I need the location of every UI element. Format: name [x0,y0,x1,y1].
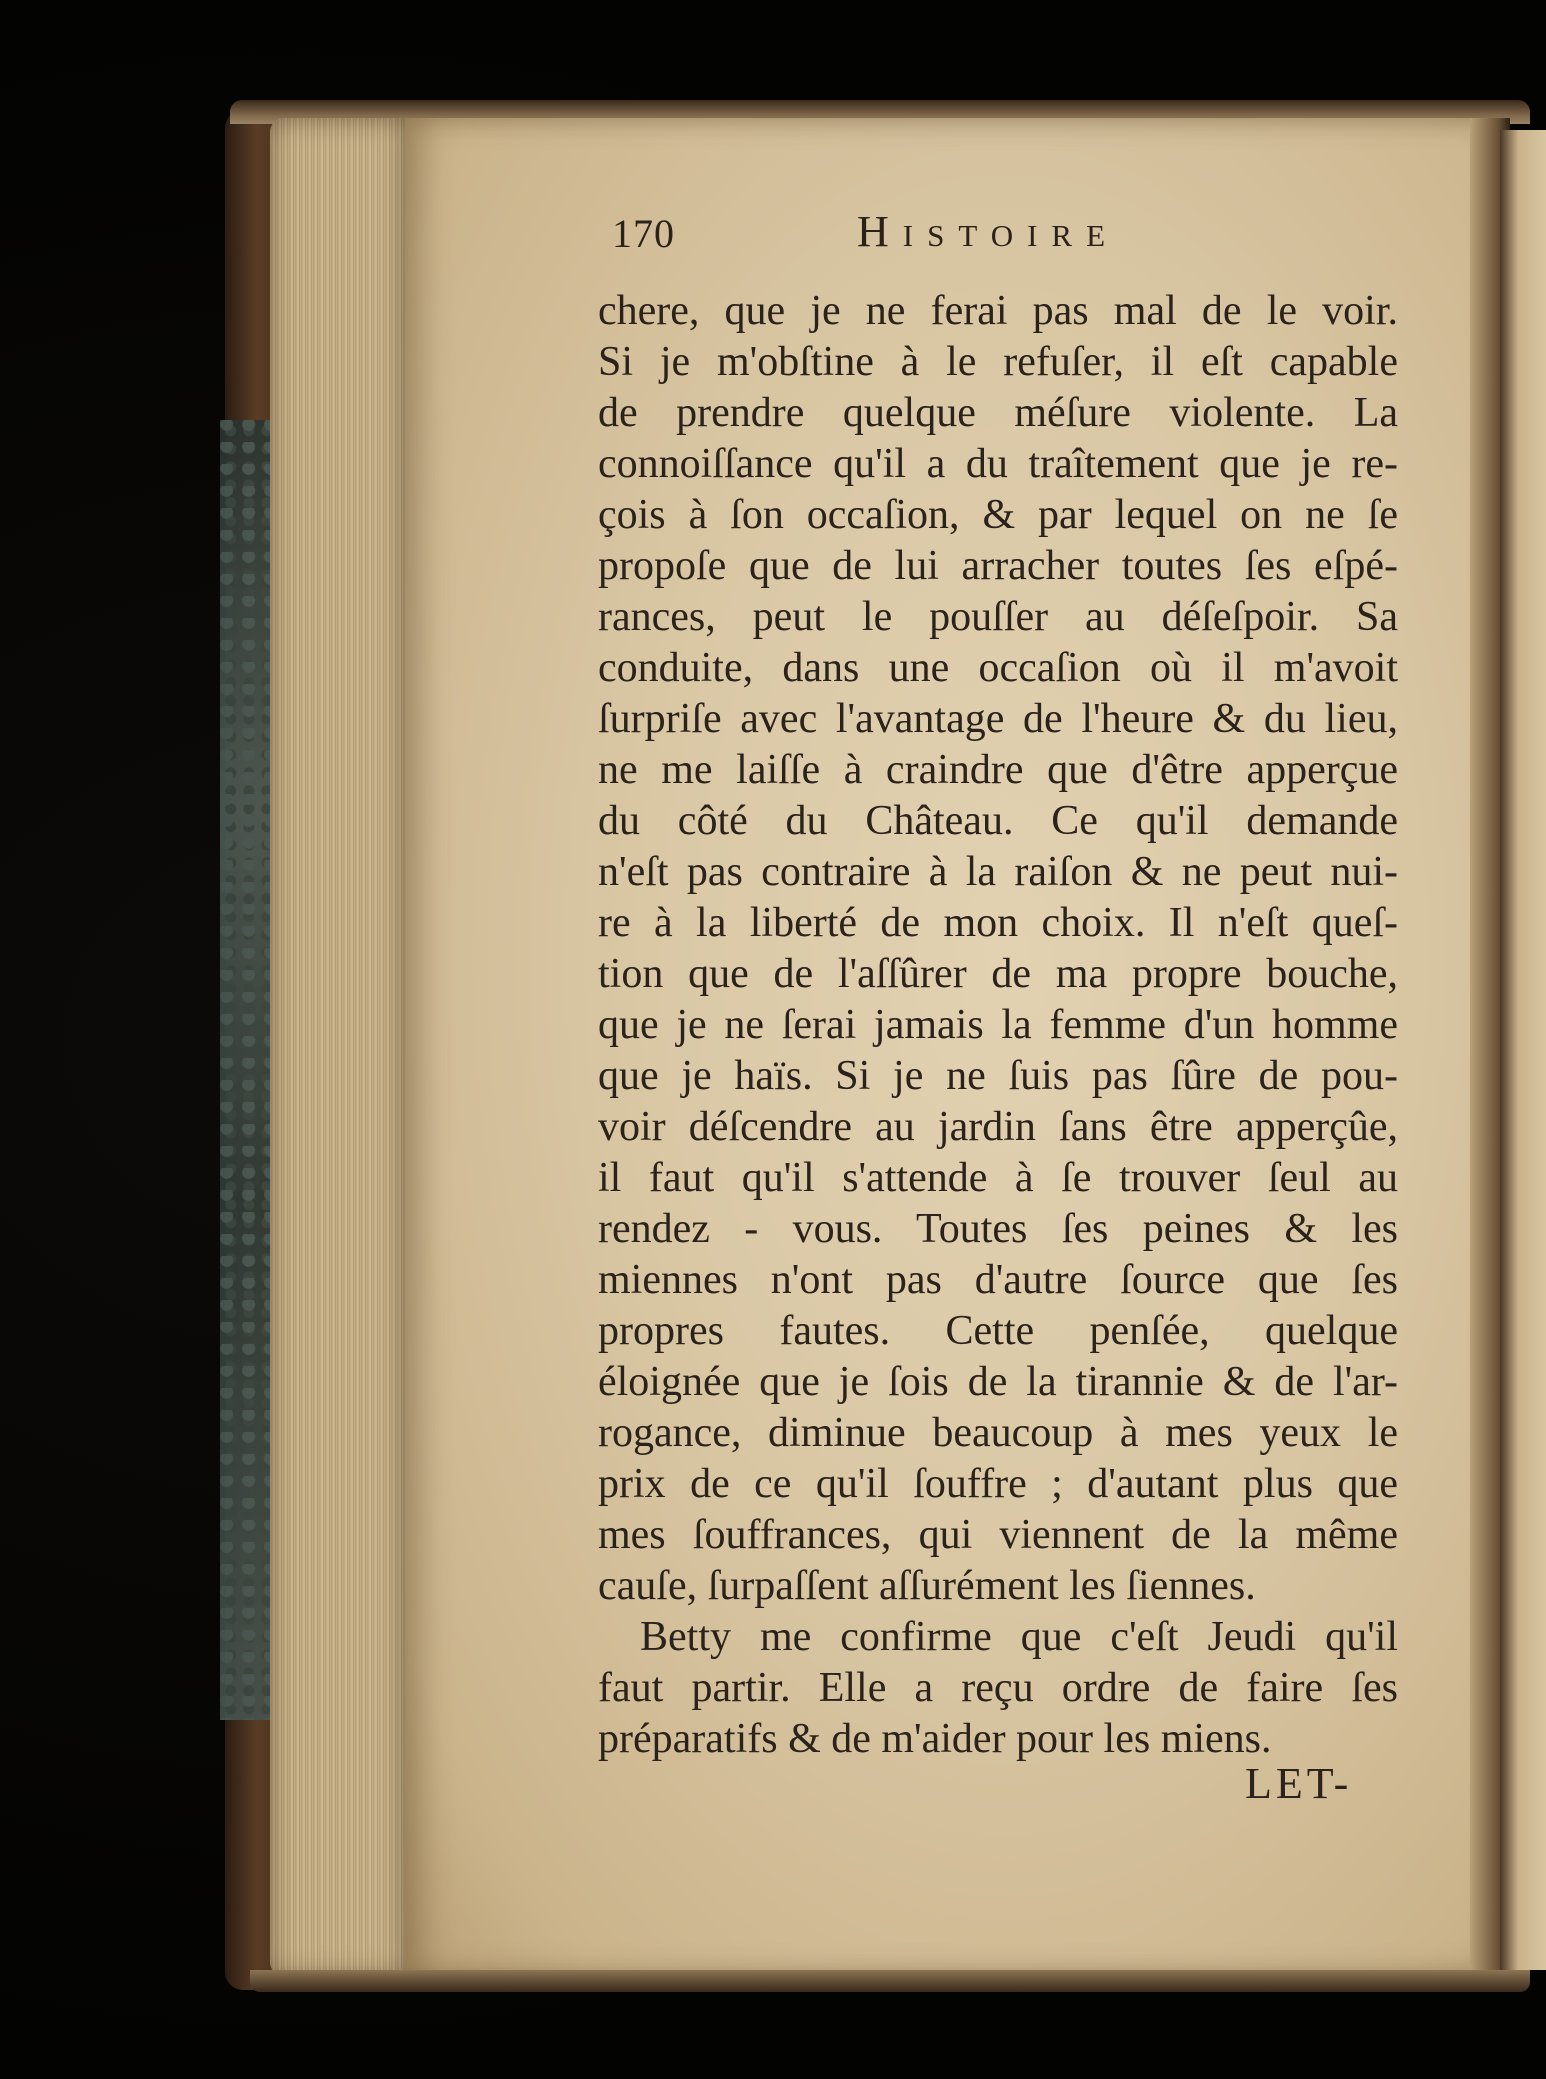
text-line: propoſe que de lui arracher toutes ſes eſpé- [598,543,1398,589]
text-line: Betty me confirme que c'eſt Jeudi qu'il [640,1614,1398,1660]
text-line: rogance, diminue beaucoup à mes yeux le [598,1410,1398,1456]
text-line: connoiſſance qu'il a du traîtement que je re- [598,441,1398,487]
text-line: du côté du Château. Ce qu'il demande [598,798,1398,844]
page-header [612,207,1372,270]
text-line: éloignée que je ſois de la tirannie & de l'ar- [598,1359,1398,1405]
text-line: re à la liberté de mon choix. Il n'eſt queſ- [598,900,1398,946]
text-line: préparatifs & de m'aider pour les miens. [598,1716,1272,1762]
text-line: ſurpriſe avec l'avantage de l'heure & du lieu, [598,696,1398,742]
text-line: que je haïs. Si je ne ſuis pas ſûre de pou- [598,1053,1398,1099]
text-line: conduite, dans une occaſion où il m'avoit [598,645,1398,691]
text-line: Si je m'obſtine à le refuſer, il eſt capable [598,339,1398,385]
text-line: çois à ſon occaſion, & par lequel on ne ſe [598,492,1398,538]
catchword: LET- [1245,1759,1353,1808]
text-line: rances, peut le pouſſer au déſeſpoir. Sa [598,594,1398,640]
text-line: tion que de l'aſſûrer de ma propre bouche, [598,951,1398,997]
text-line: miennes n'ont pas d'autre ſource que ſes [598,1257,1398,1303]
text-line: de prendre quelque méſure violente. La [598,390,1398,436]
text-line: n'eſt pas contraire à la raiſon & ne peut nui- [598,849,1398,895]
text-line: ne me laiſſe à craindre que d'être apperçue [598,747,1398,793]
text-line: il faut qu'il s'attende à ſe trouver ſeul au [598,1155,1398,1201]
text-line: mes ſouffrances, qui viennent de la même [598,1512,1398,1558]
body-text [598,286,1398,1765]
book-bottom-edge [250,1970,1530,1992]
text-line: prix de ce qu'il ſouffre ; d'autant plus que [598,1461,1398,1507]
page-block-edges [270,118,405,1976]
text-line: faut partir. Elle a reçu ordre de faire ſes [598,1665,1398,1711]
text-line: cauſe, ſurpaſſent aſſurément les ſiennes. [598,1563,1256,1609]
running-head: Histoire [857,207,1120,256]
text-line: rendez - vous. Toutes ſes peines & les [598,1206,1398,1252]
text-line: chere, que je ne ferai pas mal de le voir. [598,288,1398,334]
text-line: que je ne ſerai jamais la femme d'un homme [598,1002,1398,1048]
text-line: propres fautes. Cette penſée, quelque [598,1308,1398,1354]
text-line: voir déſcendre au jardin ſans être apperçûe, [598,1104,1398,1150]
page-number: 170 [612,211,675,256]
facing-page-edge [1500,130,1546,1970]
